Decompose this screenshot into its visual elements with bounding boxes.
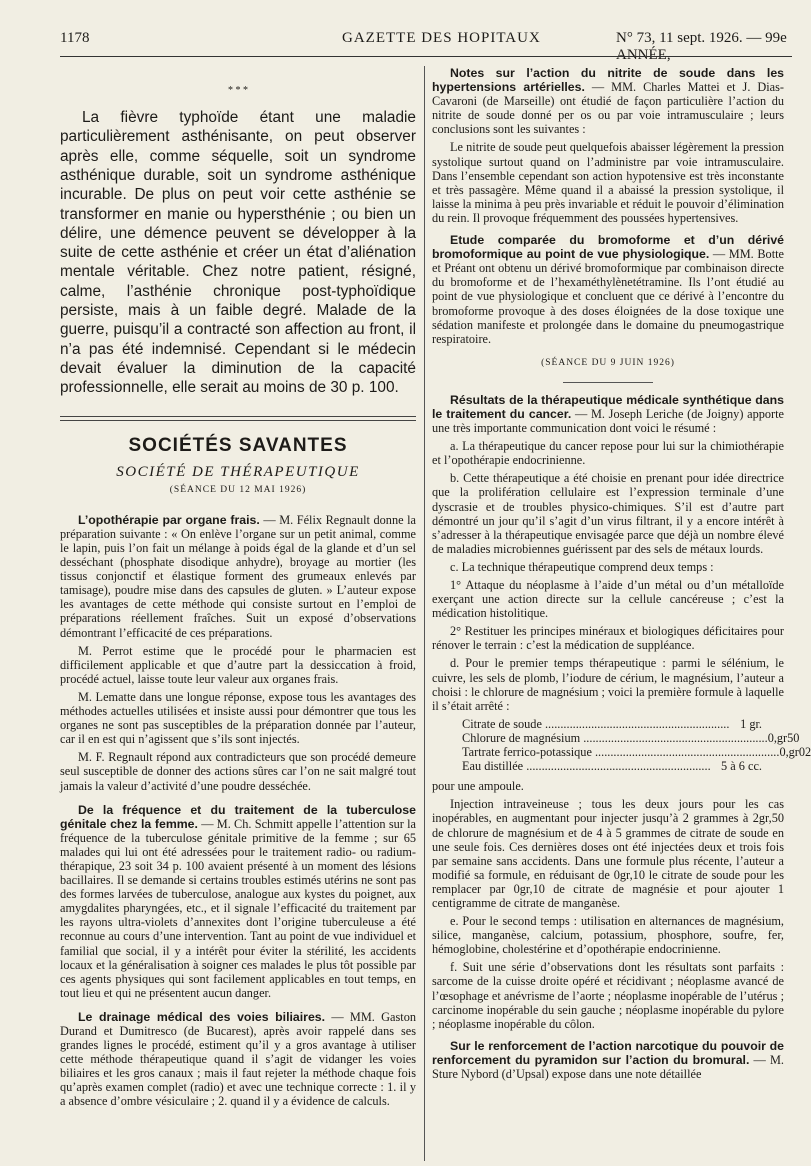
article-cancer: Résultats de la thérapeutique médicale synthétique dans le traitement du cancer. — M. Joseph Leriche (de Joigny) apporte une très importante communication dont voici le résumé : bbox=[432, 392, 784, 436]
article-drainage: Le drainage médical des voies biliaires. — MM. Gaston Durand et Dumitresco (de Bucarest), après avoir rappelé dans ses grandes lignes le procédé, estiment qu’il y a gros avantage à utiliser cette méthode thérapeutique quand il s’agit de vidanger les voies biliaires et les gros canaux ; mais il faut rejeter la méthode chaque fois qu’après examen complet (radio) et avec une technique correcte : 1. il y a absence d’ombre vésiculaire ; 2. quand il y a évidence de calculs. bbox=[60, 1009, 416, 1109]
page-number: 1178 bbox=[60, 30, 90, 46]
formula-row: Citrate de soude ............................................................ 1 gr. bbox=[462, 716, 762, 731]
paragraph: M. Perrot estime que le procédé pour le pharmacien est difficilement applicable et que d’autre part la dessiccation à froid, procédé actuel, laisse toute leur valeur aux organes frais. bbox=[60, 643, 416, 686]
article-nitrite: Notes sur l’action du nitrite de soude dans les hypertensions artérielles. — MM. Charles Mattei et J. Dias-Cavaroni (de Marseille) ont étudié de façon particulière l’action du nitrite de soude donné per os ou par voie intramusculaire ; leurs conclusions sont les suivantes : bbox=[432, 66, 784, 137]
formula-list bbox=[462, 716, 811, 774]
article-title: Etude comparée du bromoforme et d’un dérivé bromoformique au point de vue physiologique. bbox=[432, 233, 784, 262]
article-title: De la fréquence et du traitement de la tuberculose génitale chez la femme. bbox=[60, 802, 416, 831]
column-divider bbox=[424, 66, 425, 1161]
left-column bbox=[60, 66, 416, 1113]
paragraph: c. La technique thérapeutique comprend deux temps : bbox=[450, 559, 714, 574]
paragraph: e. Pour le second temps : utilisation en alternances de magnésium, silice, manganèse, calcium, potassium, phosphore, soufre, fer, hémoglobine, cholestérine et d’opothérapie endocrinienne. bbox=[432, 914, 784, 957]
section-title: SOCIÉTÉS SAVANTES bbox=[128, 434, 348, 456]
paragraph: Injection intraveineuse ; tous les deux jours pour les cas inopérables, en augmentant pour injecter jusqu’à 2 grammes à 2gr,50 de chlorure de magnésium et de 4 à 5 grammes de citrate de soude en une seule fois. Ces dernières doses ont été injectées deux et trois fois par semaine sans accidents. Dans une formule plus récente, l’auteur a modifié sa formule, en réduisant de 0gr,10 le citrate de soude pour les remplacer par 0gr,10 de citrate de magnésie et pour ajouter 1 centigramme de citrate de manganèse. bbox=[432, 797, 784, 910]
paragraph: d. Pour le premier temps thérapeutique : parmi le sélénium, le cuivre, les sels de plomb, l’iodure de cérium, le magnésium, l’auteur a choisi : le chlorure de magnésium ; voici la première formule à laquelle il s’était arrêté : bbox=[432, 656, 784, 713]
formula-row: Chlorure de magnésium ............................................................ 0,gr50 bbox=[462, 730, 800, 745]
right-column bbox=[432, 66, 811, 1085]
short-rule bbox=[563, 382, 653, 383]
paragraph: 2° Restituer les principes minéraux et biologiques déficitaires pour rénover le terrain : c’est la médication de suppléance. bbox=[432, 624, 784, 653]
header-rule bbox=[60, 56, 792, 57]
paragraph: Le nitrite de soude peut quelquefois abaisser légèrement la pression systolique surtout quand on l’administre par voie intramusculaire. Dans l’ensemble cependant son action hypotensive est très inconstante et très passagère. Même quand il a abaissé la pression systolique, il laisse la minima à peu près invariable et réduit le pouvoir d’élimination du rein. Il provoque fréquemment des poussées hypertensives. bbox=[432, 140, 784, 225]
article-opotherapie: L’opothérapie par organe frais. — M. Félix Regnault donne la préparation suivante : « On enlève l’organe sur un petit animal, comme le lapin, puis l’on fait un mélange à poids égal de la glande et d’un sel desséchant (phosphate disodique anhydre), broyage au mortier (les tissus conjonctif et élastique forment des grumeaux enlevés par tamisage), poudre mise dans des capsules de gluten. » L’auteur expose les avantages de cette méthode qui consiste surtout en l’emploi de préparations réellement fraîches. Suit un exposé d’observations démontrant l’efficacité de ces préparations. bbox=[60, 512, 416, 640]
paragraph: M. F. Regnault répond aux contradicteurs que son procédé demeure seul susceptible de donner des actions sûres car l’on ne sait malgré tout jamais la valeur d’activité d’une poudre desséchée. bbox=[60, 750, 416, 793]
issue-info: N° 73, 11 sept. 1926. — 99e ANNÉE, bbox=[616, 30, 787, 63]
section-ornament: * * * bbox=[228, 85, 248, 96]
article-title: Le drainage médical des voies biliaires. bbox=[78, 1009, 326, 1024]
journal-title: GAZETTE DES HOPITAUX bbox=[342, 30, 541, 46]
formula-row: Tartrate ferrico-potassique ............................................................ 0,gr02 bbox=[462, 745, 811, 760]
paragraph: a. La thérapeutique du cancer repose pour lui sur la chimiothérapie et l’opothérapie endocrinienne. bbox=[432, 439, 784, 468]
paragraph: M. Lematte dans une longue réponse, expose tous les avantages des méthodes actuelles utilisées et insiste aussi pour démontrer que tous les organes ne sont pas susceptibles de la préparation donnée par l’auteur, car il en est qui n’agissent que s’ils sont injectés. bbox=[60, 689, 416, 747]
article-title: L’opothérapie par organe frais. bbox=[78, 512, 260, 527]
intro-paragraph: La fièvre typhoïde étant une maladie particulièrement asthénisante, on peut observer après elle, comme séquelle, soit un syndrome asthénique durable, soit un syndrome asthénique incurable. De plus on peut voir cette asthénie se transformer en manie ou hypersthénie ; ou bien un délire, une démence peuvent se développer à la suite de cette asthénie et créer un état d’aliénation mentale véritable. Chez notre patient, résigné, calme, l’asthénie chronique post-typhoïdique persiste, mais à un faible degré. Malade de la guerre, puisqu’il a contracté son affection au front, il n’a pas été indemnisé. Cependant si le médecin devait évaluer la diminution de la capacité professionnelle, elle serait au moins de 30 p. 100. bbox=[60, 109, 416, 397]
society-title: SOCIÉTÉ DE THÉRAPEUTIQUE bbox=[116, 463, 360, 480]
article-title: Résultats de la thérapeutique médicale synthétique dans le traitement du cancer. bbox=[432, 392, 784, 421]
article-bromoforme: Etude comparée du bromoforme et d’un dérivé bromoformique au point de vue physiologique. — MM. Botte et Préant ont obtenu un dérivé bromoformique par combinaison directe du bromoforme et de l’hexaméthylènetétramine. Ils l’ont étudié au point de vue physiologique et concluent que ce dérivé à l’encontre du bromoforme provoque à des doses éloignées de la dose toxique une sédation manifeste et prolongée dans le domaine du pneumogastrique respiratoire. bbox=[432, 233, 784, 346]
paragraph: pour une ampoule. bbox=[432, 779, 524, 794]
session-date: (SÉANCE DU 12 MAI 1926) bbox=[169, 484, 307, 495]
session-date: (SÉANCE DU 9 JUIN 1926) bbox=[541, 357, 675, 368]
formula-row: Eau distillée ............................................................ 5 à 6 cc. bbox=[462, 759, 762, 774]
article-tuberculose: De la fréquence et du traitement de la tuberculose génitale chez la femme. — M. Ch. Schmitt appelle l’attention sur la fréquence de la tuberculose génitale primitive de la femme ; sur 65 malades qui lui ont été adressées pour le traitement radio- ou radium-thérapique, 23 soit 34 p. 100 avaient présenté à un moment des lésions bacillaires. Il se demande si certains troubles estimés utérins ne sont pas des formes larvées de tuberculose, analogue aux kystes du poignet, aux amygdalites pharyngées, etc., et il signale l’efficacité du traitement par les rayons ultra-violets d’annexites dont l’origine tuberculeuse a été reconnue au cours d’une intervention. Tant au point de vue individuel et familial que social, il y a intérêt pour éviter la stérilité, les accidents locaux et la généralisation à soigner ces malades le plus tôt possible par ces agents physiques qui sont facilement applicables en tout temps, en tout lieu et qui ne présentent aucun danger. bbox=[60, 802, 417, 1000]
article-title: Notes sur l’action du nitrite de soude dans les hypertensions artérielles. bbox=[432, 66, 784, 95]
paragraph: f. Suit une série d’observations dont les résultats sont parfaits : sarcome de la cuisse droite opéré et récidivant ; néoplasme avancé de l’œsophage et anévrisme de l’aorte ; néoplasme inopérable de l’utérus ; carcinome inopérable du sein gauche ; néoplasme inopérable du pylore ; néoplasme inopérable du côlon. bbox=[432, 960, 784, 1031]
article-narcotique: Sur le renforcement de l’action narcotique du pouvoir de renforcement du pyramidon sur l’action du bromural. — M. Sture Nybord (d’Upsal) expose dans une note détaillée bbox=[432, 1038, 784, 1081]
article-title: Sur le renforcement de l’action narcotique du pouvoir de renforcement du pyramidon sur l’action du bromural. bbox=[432, 1038, 784, 1067]
paragraph: 1° Attaque du néoplasme à l’aide d’un métal ou d’un métalloïde exerçant une action directe sur la cellule cancéreuse ; c’est la médication histolitique. bbox=[432, 578, 784, 621]
paragraph: b. Cette thérapeutique a été choisie en prenant pour idée directrice que la prolifération cellulaire est l’expression terminale d’une dyscrasie et de troubles physico-chimiques. S’il est d’autre part démontré un jour qu’il s’agit d’un virus filtrant, il y a encore intérêt à s’adresser à la thérapeutique envisagée parce que déjà un nombre élevé de maladies microbiennes guérissent par des sels de métaux lourds. bbox=[432, 471, 784, 556]
double-rule bbox=[60, 416, 416, 421]
